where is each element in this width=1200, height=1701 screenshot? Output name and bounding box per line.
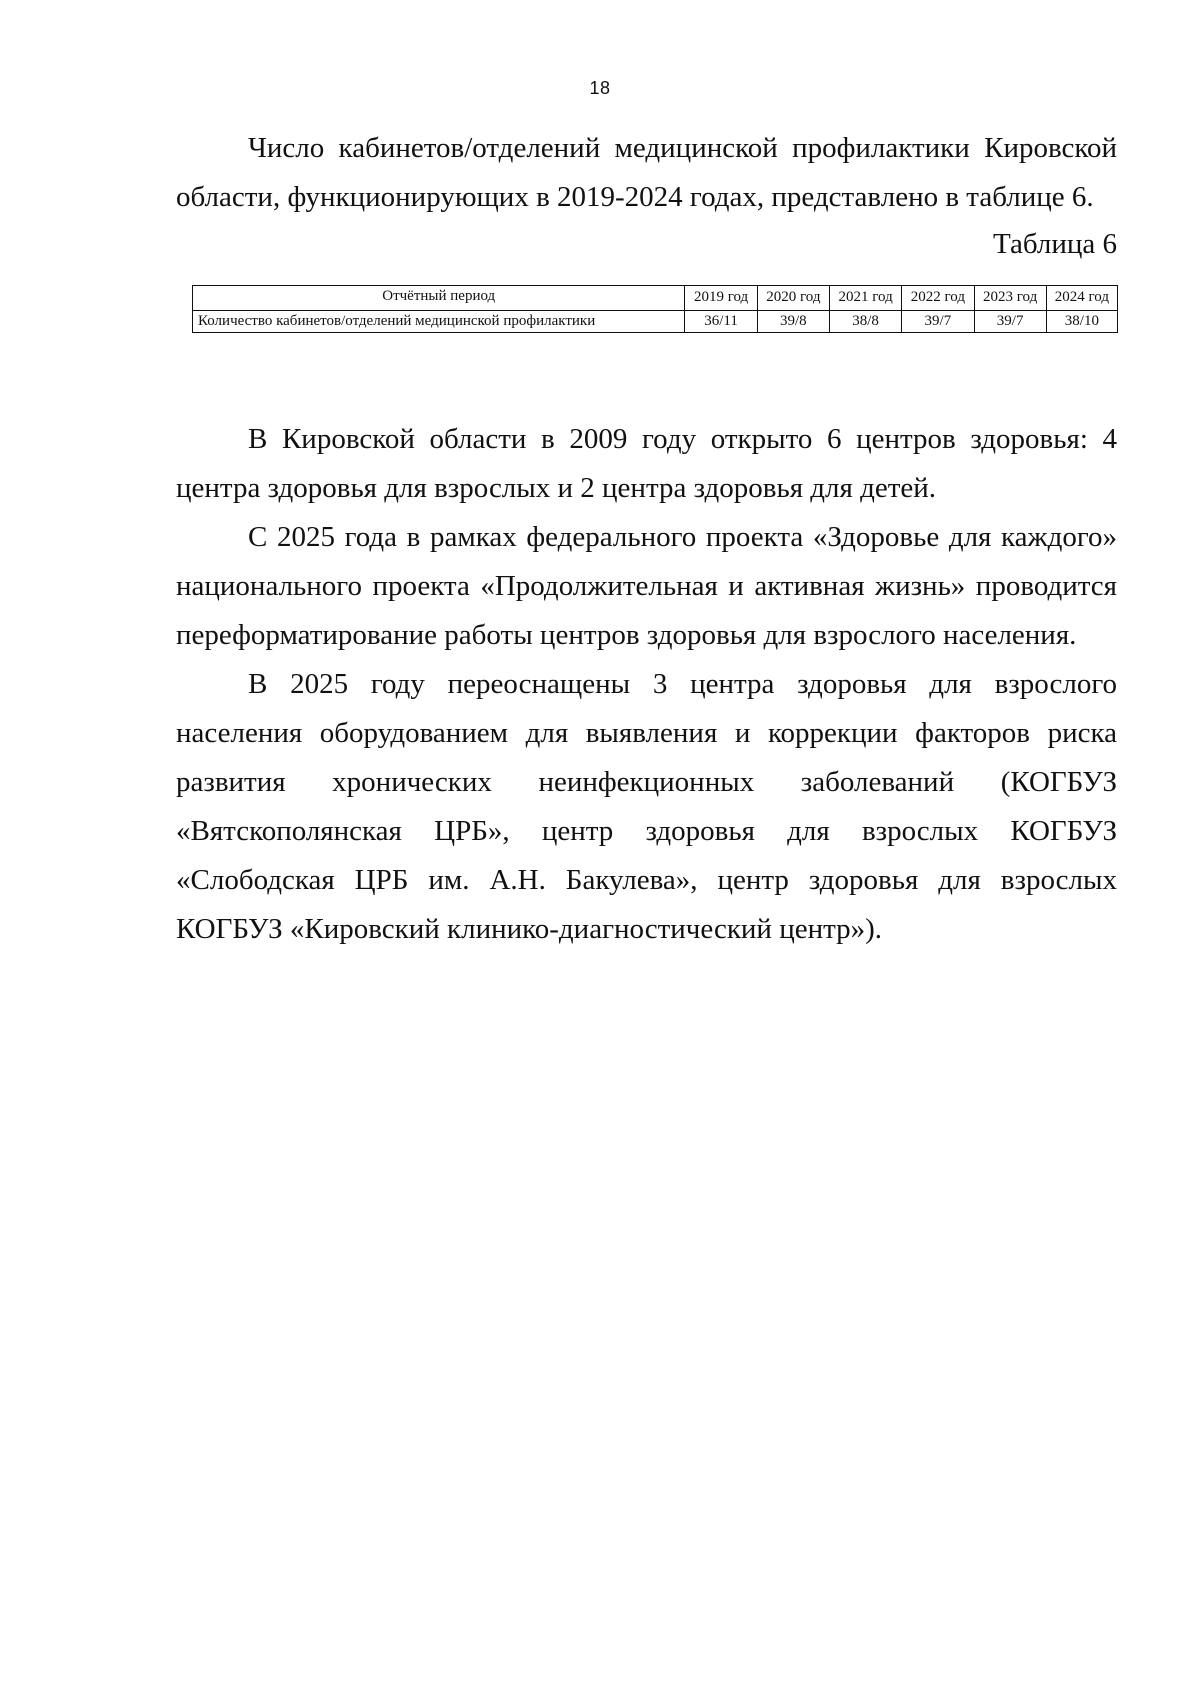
table-caption: Таблица 6	[992, 228, 1117, 260]
body-text	[176, 415, 1117, 954]
table-cell: 39/7	[902, 311, 974, 333]
body-paragraph: С 2025 года в рамках федерального проекта «Здоровье для каждого» национального проекта «Продолжительная и активная жизнь» проводится переформатирование работы центров здоровья для взрослого населения.	[176, 521, 1117, 651]
table-row	[193, 311, 1118, 333]
table-row-label: Количество кабинетов/отделений медицинской профилактики	[193, 311, 685, 333]
table-header-year: 2022 год	[902, 286, 974, 311]
table-header-year: 2020 год	[757, 286, 829, 311]
table-header-row	[193, 286, 1118, 311]
intro-paragraph: Число кабинетов/отделений медицинской профилактики Кировской области, функционирующих в 2019-2024 годах, представлено в таблице 6.	[176, 132, 1117, 213]
table-header-year: 2023 год	[974, 286, 1046, 311]
table-cell: 39/7	[974, 311, 1046, 333]
body-paragraph: В Кировской области в 2009 году открыто 6 центров здоровья: 4 центра здоровья для взрослых и 2 центра здоровья для детей.	[176, 423, 1117, 504]
page-number: 18	[589, 78, 611, 98]
table-header-period: Отчётный период	[193, 286, 685, 311]
table-cell: 39/8	[757, 311, 829, 333]
intro-paragraph-block	[176, 124, 1117, 222]
table-cell: 36/11	[685, 311, 757, 333]
table-header-year: 2021 год	[829, 286, 901, 311]
table-cell: 38/10	[1046, 311, 1117, 333]
body-paragraph: В 2025 году переоснащены 3 центра здоровья для взрослого населения оборудованием для выявления и коррекции факторов риска развития хронических неинфекционных заболеваний (КОГБУЗ «Вятскополянская ЦРБ», центр здоровья для взрослых КОГБУЗ «Слободская ЦРБ им. А.Н. Бакулева», центр здоровья для взрослых КОГБУЗ «Кировский клинико-диагностический центр»).	[176, 668, 1117, 945]
table-header-year: 2024 год	[1046, 286, 1117, 311]
table-header-year: 2019 год	[685, 286, 757, 311]
data-table	[192, 285, 1118, 333]
table-cell: 38/8	[829, 311, 901, 333]
